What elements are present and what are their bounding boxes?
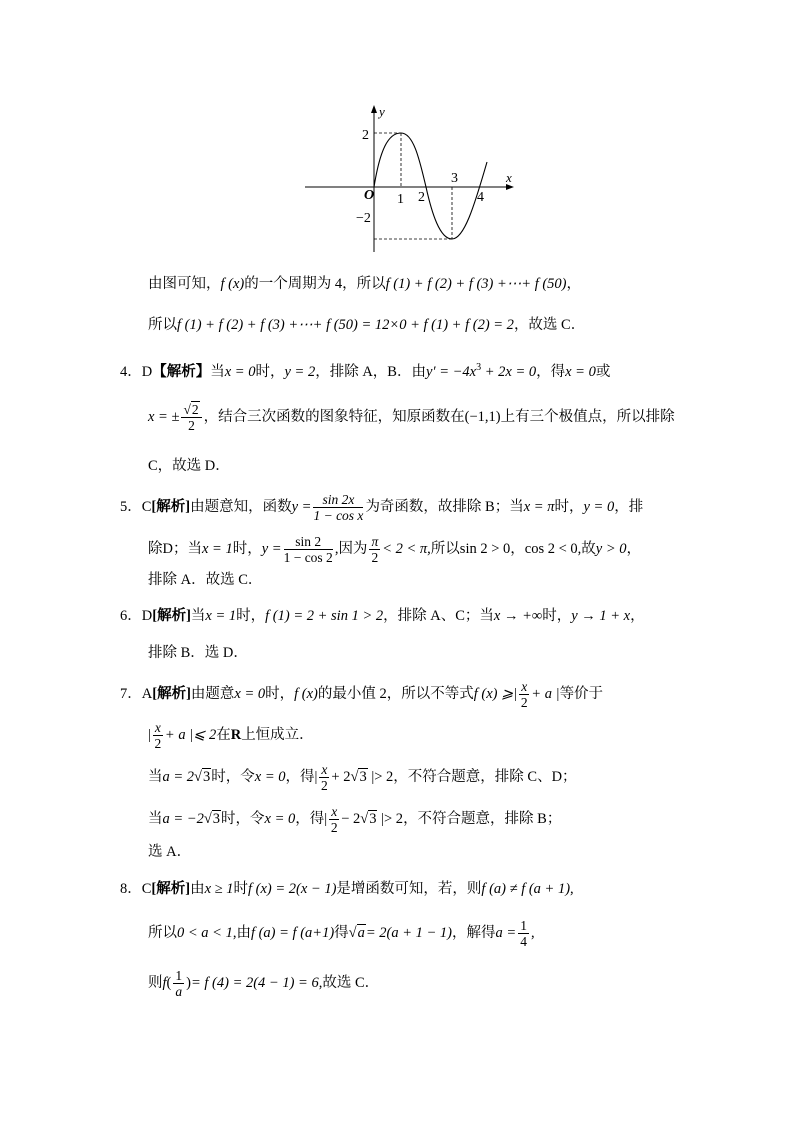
text: ,所以 bbox=[427, 540, 460, 557]
text: ,故选 C． bbox=[318, 974, 380, 991]
text: 当 bbox=[190, 608, 206, 624]
text: 时 bbox=[233, 881, 248, 897]
fraction-numerator: sin 2 bbox=[284, 534, 333, 550]
text: 等价于 bbox=[559, 685, 604, 702]
math: + a |⩽ 2 bbox=[164, 726, 217, 743]
math: x = 1 bbox=[201, 540, 233, 557]
math: y → 1 + x bbox=[571, 608, 631, 624]
fraction-numerator: 1 bbox=[175, 968, 183, 983]
analysis-tag: [解析] bbox=[152, 608, 191, 624]
text: 的最小值 2，所以不等式 bbox=[317, 685, 474, 702]
text: 当 bbox=[148, 810, 163, 827]
fraction-numerator: sin 2x bbox=[313, 492, 363, 508]
text: ， bbox=[510, 540, 525, 557]
text: 时， bbox=[265, 685, 295, 702]
question-number: 6．D bbox=[120, 608, 153, 624]
fraction-denominator: 2 bbox=[520, 695, 528, 710]
fraction-denominator: 2 bbox=[321, 778, 328, 793]
fraction-denominator: 2 bbox=[154, 736, 162, 751]
math: f (a) ≠ f (a + 1) bbox=[481, 881, 571, 897]
text: , bbox=[530, 924, 535, 941]
tick-label-y-neg2: −2 bbox=[356, 211, 371, 226]
text: 时， bbox=[236, 608, 266, 624]
math: − 2 bbox=[341, 810, 361, 827]
math: x = 0 bbox=[224, 363, 256, 380]
math: y = 0 bbox=[583, 498, 615, 515]
math: f (x) = 2(x − 1) bbox=[248, 881, 337, 897]
math: |> 2 bbox=[367, 768, 394, 785]
text: ，得 bbox=[295, 810, 325, 827]
text: ，排除 A、C；当 bbox=[383, 608, 494, 624]
math: y′ = −4x bbox=[425, 363, 477, 380]
math: a = bbox=[495, 924, 517, 941]
text: 排除 A．故选 C． bbox=[148, 572, 263, 588]
math: f (x) bbox=[220, 276, 245, 292]
fraction bbox=[313, 492, 363, 523]
text: ，得 bbox=[285, 768, 315, 785]
text: 由题意 bbox=[190, 685, 235, 702]
text: 所以 bbox=[148, 317, 177, 333]
fraction bbox=[319, 762, 329, 793]
fraction bbox=[518, 918, 529, 949]
math: f (x) bbox=[294, 685, 318, 702]
q6-line-1 bbox=[120, 606, 645, 626]
q5-line-2 bbox=[148, 534, 641, 565]
question-number: 4．D bbox=[120, 363, 153, 380]
text: 排除 B．选 D． bbox=[148, 645, 248, 661]
math-radicand: 3 bbox=[212, 810, 221, 827]
math: x ≥ 1 bbox=[204, 881, 234, 897]
math: f bbox=[162, 974, 167, 991]
math: y = bbox=[291, 498, 312, 515]
text: ，解得 bbox=[452, 924, 496, 941]
text: ，排 bbox=[614, 498, 644, 515]
text: 选 A． bbox=[148, 844, 192, 860]
y-axis-label: y bbox=[379, 104, 385, 119]
q8-line-3: 则f( $\frac{1}{a}$ )= f (4) = 2(4 − 1) = 6,故选 C． bbox=[148, 968, 380, 999]
fraction-numerator: x bbox=[521, 679, 528, 694]
math-radicand: 3 bbox=[359, 768, 367, 785]
fraction bbox=[329, 804, 339, 835]
text: ,由 bbox=[232, 924, 251, 941]
text: 时， bbox=[554, 498, 584, 515]
tick-label-y-2: 2 bbox=[362, 128, 369, 143]
prev-line-2 bbox=[148, 315, 585, 335]
text: 上有三个极值点，所以排除 bbox=[500, 408, 675, 425]
q5-line-1 bbox=[120, 492, 643, 523]
text: 由 bbox=[190, 881, 205, 897]
math: x = 0 bbox=[565, 363, 596, 380]
math-radicand: a bbox=[357, 924, 365, 941]
math: + 2 bbox=[331, 768, 351, 785]
q4-line-1 bbox=[120, 358, 610, 382]
y-axis-arrow-icon bbox=[371, 105, 377, 113]
math-radicand: 3 bbox=[369, 810, 377, 827]
text: ， bbox=[566, 276, 582, 292]
math: = 2(a + 1 − 1) bbox=[365, 924, 453, 941]
fraction-denominator: 1 − cos 2 bbox=[283, 550, 333, 565]
text: ，不符合题意，排除 B； bbox=[403, 810, 562, 827]
text: 或 bbox=[595, 363, 611, 380]
fraction-denominator: 2 bbox=[371, 550, 379, 565]
x-axis-label: x bbox=[506, 170, 512, 185]
fraction bbox=[284, 534, 333, 565]
math: x → +∞ bbox=[493, 608, 543, 624]
math: + 2x = 0 bbox=[481, 363, 537, 380]
question-number: 8．C bbox=[120, 881, 152, 897]
text: 时， bbox=[542, 608, 572, 624]
math: f (1) + f (2) + f (3) +⋯+ f (50) = 12×0 + f (1) + f (2) = 2 bbox=[177, 317, 514, 333]
q7-line-1 bbox=[120, 679, 603, 710]
tick-label-x-1: 1 bbox=[397, 192, 404, 207]
q7-line-3: 当a = 2√3时，令x = 0，得| $\frac{x}{2}$ + 2√3 |> 2，不符合题意，排除 C、D； bbox=[148, 762, 577, 793]
fraction-denominator: 2 bbox=[188, 418, 195, 433]
text: 除D；当 bbox=[148, 540, 202, 557]
math: | bbox=[314, 768, 318, 785]
math-radicand: 3 bbox=[203, 768, 211, 785]
text: ,因为 bbox=[334, 540, 368, 557]
text: 得 bbox=[334, 924, 349, 941]
function-graph bbox=[300, 102, 520, 252]
fraction bbox=[173, 968, 184, 999]
math: x = ± bbox=[148, 408, 180, 425]
q6-line-2 bbox=[148, 643, 248, 663]
text: ，不符合题意，排除 C、D； bbox=[393, 768, 577, 785]
text: 在 bbox=[216, 726, 231, 743]
math: cos 2 < 0 bbox=[524, 540, 578, 557]
fraction-numerator: x bbox=[154, 720, 161, 735]
fraction-denominator: a bbox=[175, 984, 183, 999]
math: + a | bbox=[531, 685, 560, 702]
fraction bbox=[369, 534, 380, 565]
fraction: $\frac{√2}{2}$ bbox=[181, 402, 201, 433]
math-exponent: 3 bbox=[476, 362, 482, 373]
math-set-symbol: R bbox=[230, 726, 242, 743]
q8-line-1 bbox=[120, 879, 574, 899]
math: | bbox=[148, 726, 151, 743]
text: 由题意知，函数 bbox=[190, 498, 292, 515]
question-number: 5．C bbox=[120, 498, 152, 515]
text: 当 bbox=[148, 768, 163, 785]
tick-label-x-2: 2 bbox=[418, 190, 425, 205]
text: ， bbox=[630, 608, 645, 624]
fraction-denominator: 4 bbox=[520, 934, 527, 949]
q7-line-5 bbox=[148, 842, 191, 862]
analysis-tag: [解析] bbox=[151, 498, 191, 515]
prev-line-1 bbox=[148, 274, 581, 294]
q7-line-2 bbox=[148, 720, 314, 751]
text: 时，令 bbox=[221, 810, 265, 827]
tick-label-x-4: 4 bbox=[477, 190, 484, 205]
text: 时， bbox=[255, 363, 285, 380]
fraction-numerator: π bbox=[371, 534, 379, 549]
text: ，得 bbox=[536, 363, 566, 380]
math: x = 0 bbox=[264, 810, 296, 827]
text: ，结合三次函数的图象特征，知原函数在 bbox=[203, 408, 465, 425]
fraction-numerator: x bbox=[331, 804, 338, 819]
math: a = −2 bbox=[162, 810, 204, 827]
text: ，排除 A，B．由 bbox=[315, 363, 426, 380]
math: a = 2 bbox=[162, 768, 195, 785]
analysis-tag: 【解析】 bbox=[152, 363, 211, 380]
text: C，故选 D． bbox=[148, 458, 230, 474]
text: 则 bbox=[148, 974, 163, 991]
q4-line-2 bbox=[148, 402, 675, 433]
function-curve bbox=[374, 133, 487, 239]
math: x = 1 bbox=[205, 608, 237, 624]
fraction-denominator: 2 bbox=[330, 820, 338, 835]
text: 当 bbox=[210, 363, 225, 380]
q5-line-3 bbox=[148, 570, 262, 590]
math: x = π bbox=[523, 498, 555, 515]
math: 0 < a < 1 bbox=[177, 924, 233, 941]
text: ,故 bbox=[577, 540, 596, 557]
text: 由图可知， bbox=[148, 276, 221, 292]
fraction bbox=[519, 679, 529, 710]
text: ，故选 C． bbox=[513, 317, 586, 333]
text: 的一个周期为 4，所以 bbox=[244, 276, 386, 292]
origin-label: O bbox=[364, 188, 375, 203]
text: ， bbox=[626, 540, 642, 557]
text: , bbox=[570, 881, 574, 897]
text: 为奇函数，故排除 B；当 bbox=[365, 498, 524, 515]
math: sin 2 > 0 bbox=[459, 540, 511, 557]
math: f (1) + f (2) + f (3) +⋯+ f (50) bbox=[385, 276, 567, 292]
math: x = 0 bbox=[234, 685, 266, 702]
text: 上恒成立． bbox=[241, 726, 314, 743]
math: < 2 < π bbox=[382, 540, 428, 557]
text: 是增函数可知，若，则 bbox=[336, 881, 482, 897]
tick-label-x-3: 3 bbox=[451, 171, 458, 186]
text: 时， bbox=[232, 540, 262, 557]
fraction-numerator: x bbox=[321, 762, 328, 777]
math: f (1) = 2 + sin 1 > 2 bbox=[265, 608, 384, 624]
math: = f (4) = 2(4 − 1) = 6 bbox=[190, 974, 319, 991]
fraction-numerator: 1 bbox=[520, 918, 527, 933]
math: |> 2 bbox=[377, 810, 404, 827]
math: y = 2 bbox=[284, 363, 316, 380]
q4-line-3 bbox=[148, 456, 230, 476]
math: (−1,1) bbox=[464, 408, 501, 425]
math: x = 0 bbox=[254, 768, 286, 785]
fraction bbox=[153, 720, 163, 751]
q7-line-4: 当a = −2√3时，令x = 0，得| $\frac{x}{2}$ − 2√3 |> 2，不符合题意，排除 B； bbox=[148, 804, 562, 835]
question-number: 7．A bbox=[120, 685, 153, 702]
q8-line-2: 所以0 < a < 1,由f (a) = f (a+1)得√a= 2(a + 1 − 1)，解得a = $\frac{1}{4}$ , bbox=[148, 918, 535, 949]
math: f (a) = f (a+1) bbox=[250, 924, 335, 941]
text: 所以 bbox=[148, 924, 177, 941]
math: f (x) ⩾| bbox=[473, 685, 518, 702]
analysis-tag: [解析] bbox=[151, 881, 191, 897]
text: 时，令 bbox=[211, 768, 255, 785]
fraction-denominator: 1 − cos x bbox=[313, 508, 364, 523]
math: y = bbox=[261, 540, 282, 557]
analysis-tag: [解析] bbox=[152, 685, 191, 702]
math: | bbox=[324, 810, 328, 827]
fraction-numerator: 2 bbox=[191, 402, 199, 417]
math: y > 0 bbox=[595, 540, 627, 557]
